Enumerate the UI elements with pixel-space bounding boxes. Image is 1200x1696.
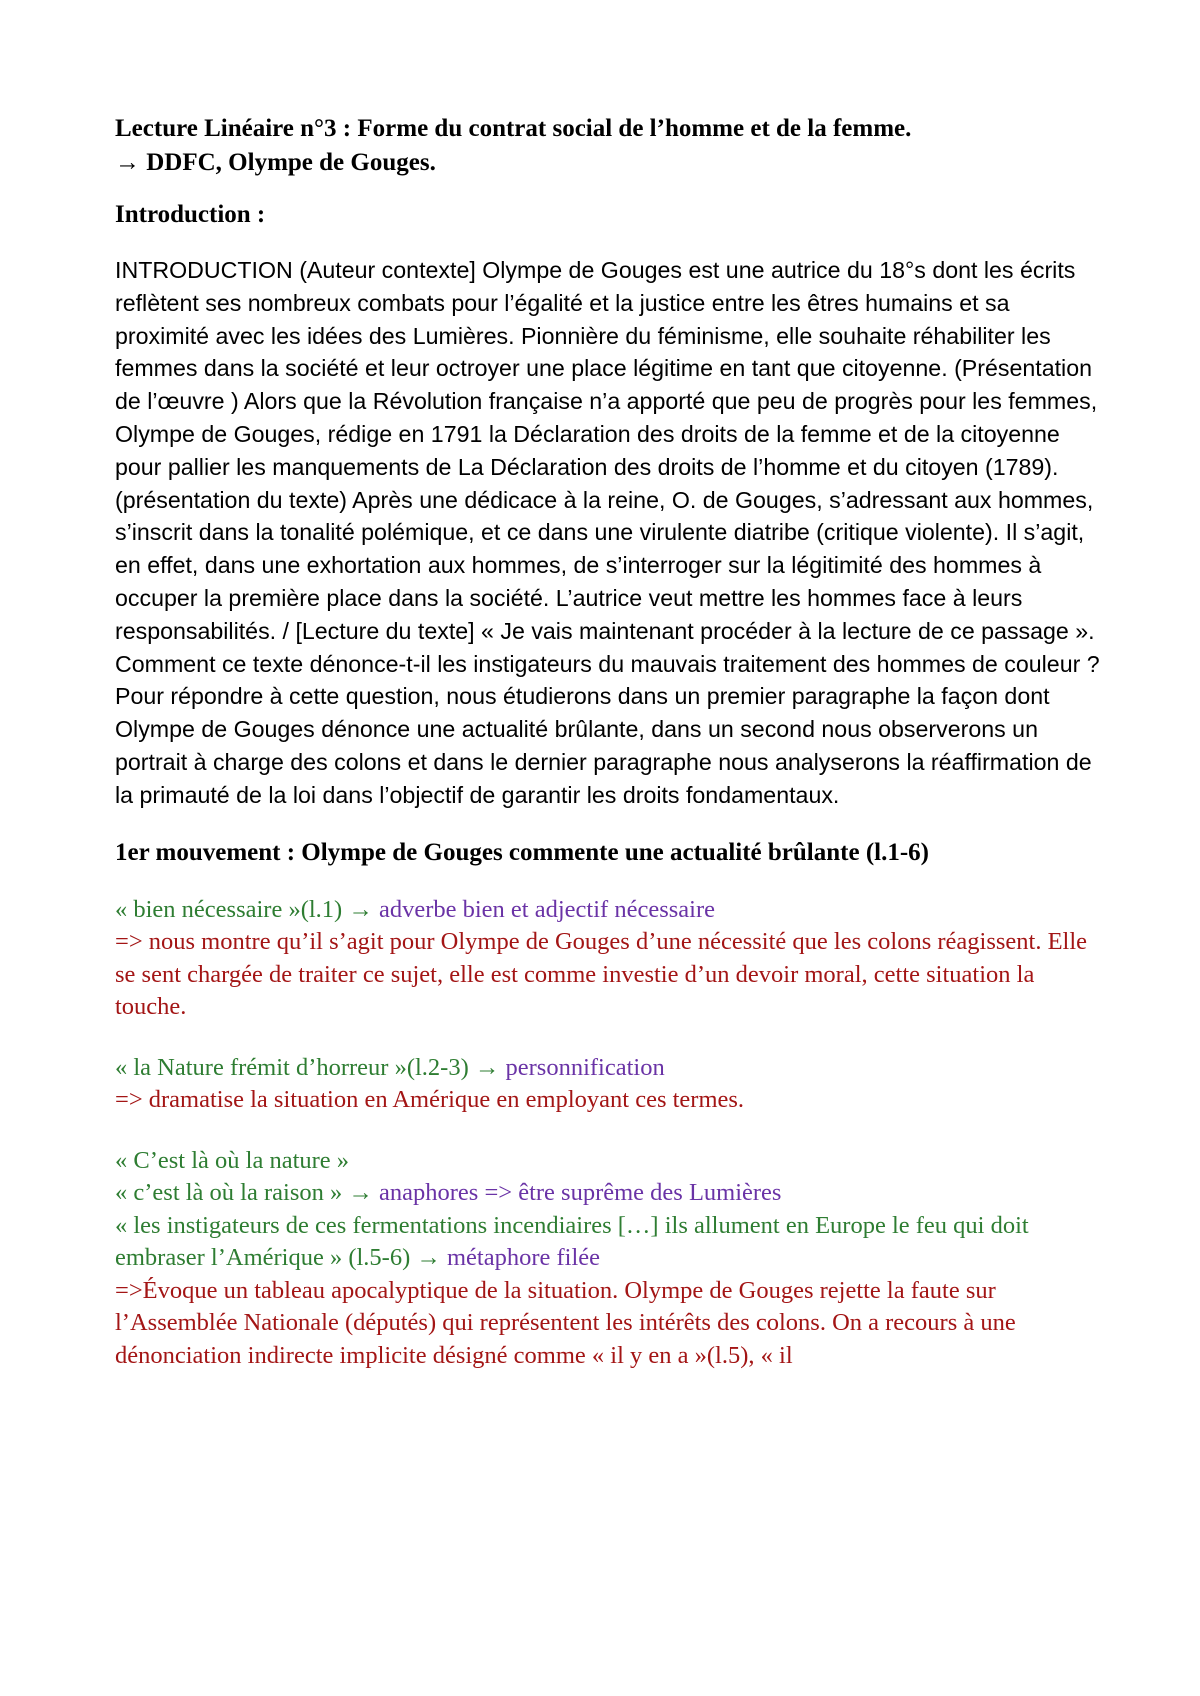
figure-3c: métaphore filée — [447, 1244, 601, 1272]
analysis-block-1 — [115, 894, 1105, 1024]
figure-3b: anaphores => être suprême des Lumières — [379, 1179, 782, 1207]
document-title — [115, 112, 1105, 180]
analysis-1: => nous montre qu’il s’agit pour Olympe de Gouges d’une nécessité que les colons réagissent. Elle se sent chargée de traiter ce sujet, elle est comme investie d’un devoir moral, cette situation la touche. — [115, 928, 1088, 1021]
analysis-block-2 — [115, 1052, 1105, 1117]
analysis-block-3 — [115, 1145, 1105, 1373]
document-page — [115, 112, 1105, 1372]
quote-3c: « les instigateurs de ces fermentations incendiaires […] ils allument en Europe le feu qui doit embraser l’Amérique » (l.5-6) → — [115, 1211, 1029, 1272]
quote-3a: « C’est là où la nature » — [115, 1146, 350, 1174]
figure-1: adverbe bien et adjectif nécessaire — [378, 895, 715, 923]
title-line-2: → DDFC, Olympe de Gouges. — [115, 149, 436, 176]
intro-paragraph: INTRODUCTION (Auteur contexte] Olympe de Gouges est une autrice du 18°s dont les écrits reflètent ses nombreux combats pour l’égalité et la justice entre les êtres humains et sa proximité avec les idées des Lumières. Pionnière du féminisme, elle souhaite réhabiliter les femmes dans la société et leur octroyer une place légitime en tant que citoyenne. (Présentation de l’œuvre ) Alors que la Révolution française n’a apporté que peu de progrès pour les femmes, Olympe de Gouges, rédige en 1791 la Déclaration des droits de la femme et de la citoyenne pour pallier les manquements de La Déclaration des droits de l’homme et du citoyen (1789). (présentation du texte) Après une dédicace à la reine, O. de Gouges, s’adressant aux hommes, s’inscrit dans la tonalité polémique, et ce dans une virulente diatribe (critique violente). Il s’agit, en effet, dans une exhortation aux hommes, de s’interroger sur la légitimité des hommes à occuper la première place dans la société. L’autrice veut mettre les hommes face à leurs responsabilités. / [Lecture du texte] « Je vais maintenant procéder à la lecture de ce passage ». Comment ce texte dénonce-t-il les instigateurs du mauvais traitement des hommes de couleur ? Pour répondre à cette question, nous étudierons dans un premier paragraphe la façon dont Olympe de Gouges dénonce une actualité brûlante, dans un second nous observerons un portrait à charge des colons et dans le dernier paragraphe nous analyserons la réaffirmation de la primauté de la loi dans l’objectif de garantir les droits fondamentaux. — [115, 257, 1100, 808]
analysis-2: => dramatise la situation en Amérique en employant ces termes. — [115, 1086, 745, 1114]
quote-2: « la Nature frémit d’horreur »(l.2-3) → — [115, 1053, 506, 1081]
intro-heading: Introduction : — [115, 201, 266, 228]
movement1-heading: 1er mouvement : Olympe de Gouges commente une actualité brûlante (l.1-6) — [115, 838, 929, 866]
quote-1: « bien nécessaire »(l.1) → — [115, 895, 379, 923]
quote-3b: « c’est là où la raison » → — [115, 1179, 379, 1207]
figure-2: personnification — [505, 1053, 665, 1081]
analysis-3: =>Évoque un tableau apocalyptique de la situation. Olympe de Gouges rejette la faute sur l’Assemblée Nationale (députés) qui représentent les intérêts des colons. On a recours à une dénonciation indirecte implicite désigné comme « il y en a »(l.5), « il — [115, 1276, 1016, 1369]
title-line-1: Lecture Linéaire n°3 : Forme du contrat social de l’homme et de la femme. — [115, 115, 912, 142]
